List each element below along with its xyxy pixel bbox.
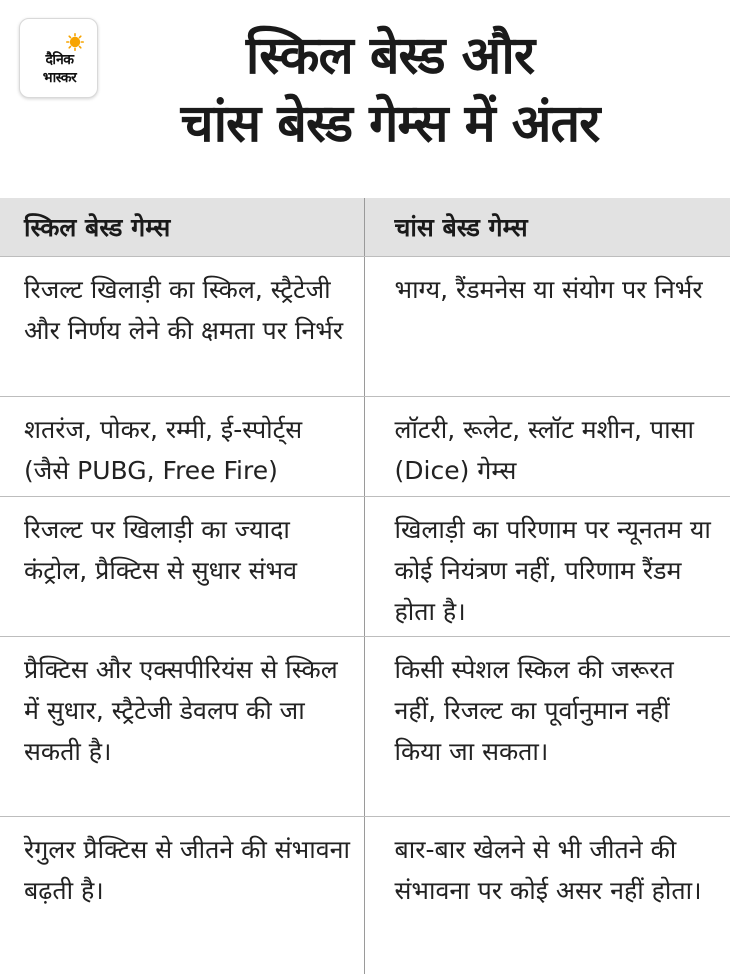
dainik-bhaskar-logo xyxy=(19,18,98,98)
comparison-table xyxy=(0,198,730,974)
header xyxy=(0,0,730,198)
chance-cell: भाग्य, रैंडमनेस या संयोग पर निर्भर xyxy=(364,256,730,396)
table-row xyxy=(0,816,730,974)
chance-cell: किसी स्पेशल स्किल की जरूरत नहीं, रिजल्ट का पूर्वानुमान नहीं किया जा सकता। xyxy=(364,636,730,816)
skill-cell: रेगुलर प्रैक्टिस से जीतने की संभावना बढ़ती है। xyxy=(24,834,350,905)
chance-cell: बार-बार खेलने से भी जीतने की संभावना पर कोई असर नहीं होता। xyxy=(364,816,730,974)
chance-cell: खिलाड़ी का परिणाम पर न्यूनतम या कोई नियंत्रण नहीं, परिणाम रैंडम होता है। xyxy=(364,496,730,636)
table-row xyxy=(0,396,730,496)
title-line-1: स्किल बेस्ड और xyxy=(245,26,535,86)
logo-line-2: भास्कर xyxy=(42,70,77,86)
page-title xyxy=(110,22,670,158)
table-header-row xyxy=(0,198,730,256)
header-chance-based: चांस बेस्ड गेम्स xyxy=(364,198,730,256)
skill-cell: रिजल्ट पर खिलाड़ी का ज्यादा कंट्रोल, प्रैक्टिस से सुधार संभव xyxy=(0,496,364,636)
table-row xyxy=(0,636,730,816)
skill-cell: रिजल्ट खिलाड़ी का स्किल, स्ट्रैटेजी और निर्णय लेने की क्षमता पर निर्भर xyxy=(0,256,364,396)
table-row xyxy=(0,496,730,636)
logo-line-1: दैनिक xyxy=(45,52,74,68)
title-line-2: चांस बेस्ड गेम्स में अंतर xyxy=(180,94,600,154)
header-skill-based: स्किल बेस्ड गेम्स xyxy=(0,198,364,256)
chance-cell: लॉटरी, रूलेट, स्लॉट मशीन, पासा (Dice) गेम्स xyxy=(364,396,730,496)
table-row xyxy=(0,256,730,396)
skill-cell: प्रैक्टिस और एक्सपीरियंस से स्किल में सुधार, स्ट्रैटेजी डेवलप की जा सकती है। xyxy=(0,636,364,816)
sun-icon xyxy=(66,33,84,51)
skill-cell: शतरंज, पोकर, रम्मी, ई-स्पोर्ट्स (जैसे PUBG, Free Fire) xyxy=(0,396,364,496)
